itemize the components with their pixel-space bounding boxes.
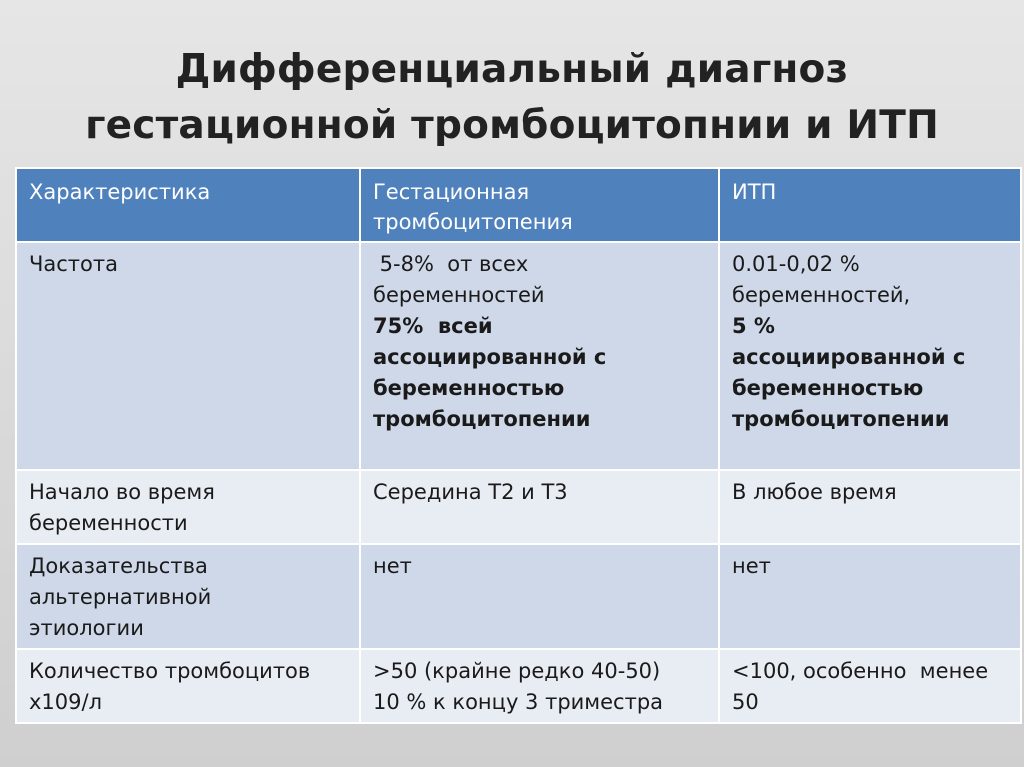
cell-text: 0.01-0,02 % bbox=[732, 252, 860, 276]
cell-gestational bbox=[360, 544, 719, 649]
table-row-onset bbox=[16, 470, 1021, 544]
cell-itp bbox=[719, 649, 1021, 723]
cell-text: Начало во время bbox=[29, 480, 215, 504]
cell-text-bold: 75% всей bbox=[373, 314, 493, 338]
table-row-evidence bbox=[16, 544, 1021, 649]
cell-text: беременности bbox=[29, 511, 188, 535]
header-text: ИТП bbox=[732, 180, 777, 204]
table-header-row bbox=[16, 168, 1021, 242]
cell-label bbox=[16, 470, 360, 544]
cell-itp bbox=[719, 470, 1021, 544]
header-text: Гестационная bbox=[373, 180, 530, 204]
cell-text: 50 bbox=[732, 690, 759, 714]
cell-itp bbox=[719, 242, 1021, 470]
cell-gestational bbox=[360, 649, 719, 723]
cell-text: <100, особенно менее bbox=[732, 659, 989, 683]
header-text: Характеристика bbox=[29, 180, 211, 204]
cell-text-bold: беременностью bbox=[732, 376, 924, 400]
cell-text: беременностей, bbox=[732, 283, 911, 307]
header-text: тромбоцитопения bbox=[373, 210, 573, 234]
title-line-1: Дифференциальный диагноз bbox=[175, 47, 849, 92]
cell-text-bold: 5 % bbox=[732, 314, 775, 338]
cell-text-bold: беременностью bbox=[373, 376, 565, 400]
cell-text: альтернативной bbox=[29, 585, 212, 609]
cell-label bbox=[16, 242, 360, 470]
cell-itp bbox=[719, 544, 1021, 649]
cell-label bbox=[16, 649, 360, 723]
cell-text-bold: тромбоцитопении bbox=[732, 407, 950, 431]
cell-text: >50 (крайне редко 40-50) bbox=[373, 659, 661, 683]
cell-text: В любое время bbox=[732, 480, 897, 504]
cell-text: Доказательства bbox=[29, 554, 208, 578]
cell-text: нет bbox=[373, 554, 412, 578]
cell-text-bold: тромбоцитопении bbox=[373, 407, 591, 431]
header-gestational bbox=[360, 168, 719, 242]
cell-text: беременностей bbox=[373, 283, 545, 307]
cell-text: х109/л bbox=[29, 690, 103, 714]
table-row-platelets bbox=[16, 649, 1021, 723]
cell-text: Середина Т2 и Т3 bbox=[373, 480, 568, 504]
cell-text-bold: ассоциированной с bbox=[732, 345, 966, 369]
cell-text: 5-8% от всех bbox=[373, 252, 529, 276]
comparison-table bbox=[15, 167, 1022, 724]
cell-gestational bbox=[360, 470, 719, 544]
title-line-2: гестационной тромбоцитопнии и ИТП bbox=[85, 103, 939, 148]
cell-text: Частота bbox=[29, 252, 118, 276]
cell-text: 10 % к концу 3 триместра bbox=[373, 690, 664, 714]
header-itp bbox=[719, 168, 1021, 242]
cell-gestational bbox=[360, 242, 719, 470]
header-characteristic bbox=[16, 168, 360, 242]
cell-text: Количество тромбоцитов bbox=[29, 659, 311, 683]
cell-text-bold: ассоциированной с bbox=[373, 345, 607, 369]
cell-label bbox=[16, 544, 360, 649]
cell-text: этиологии bbox=[29, 616, 144, 640]
table-row-frequency bbox=[16, 242, 1021, 470]
cell-text: нет bbox=[732, 554, 771, 578]
slide-title bbox=[0, 42, 1024, 154]
